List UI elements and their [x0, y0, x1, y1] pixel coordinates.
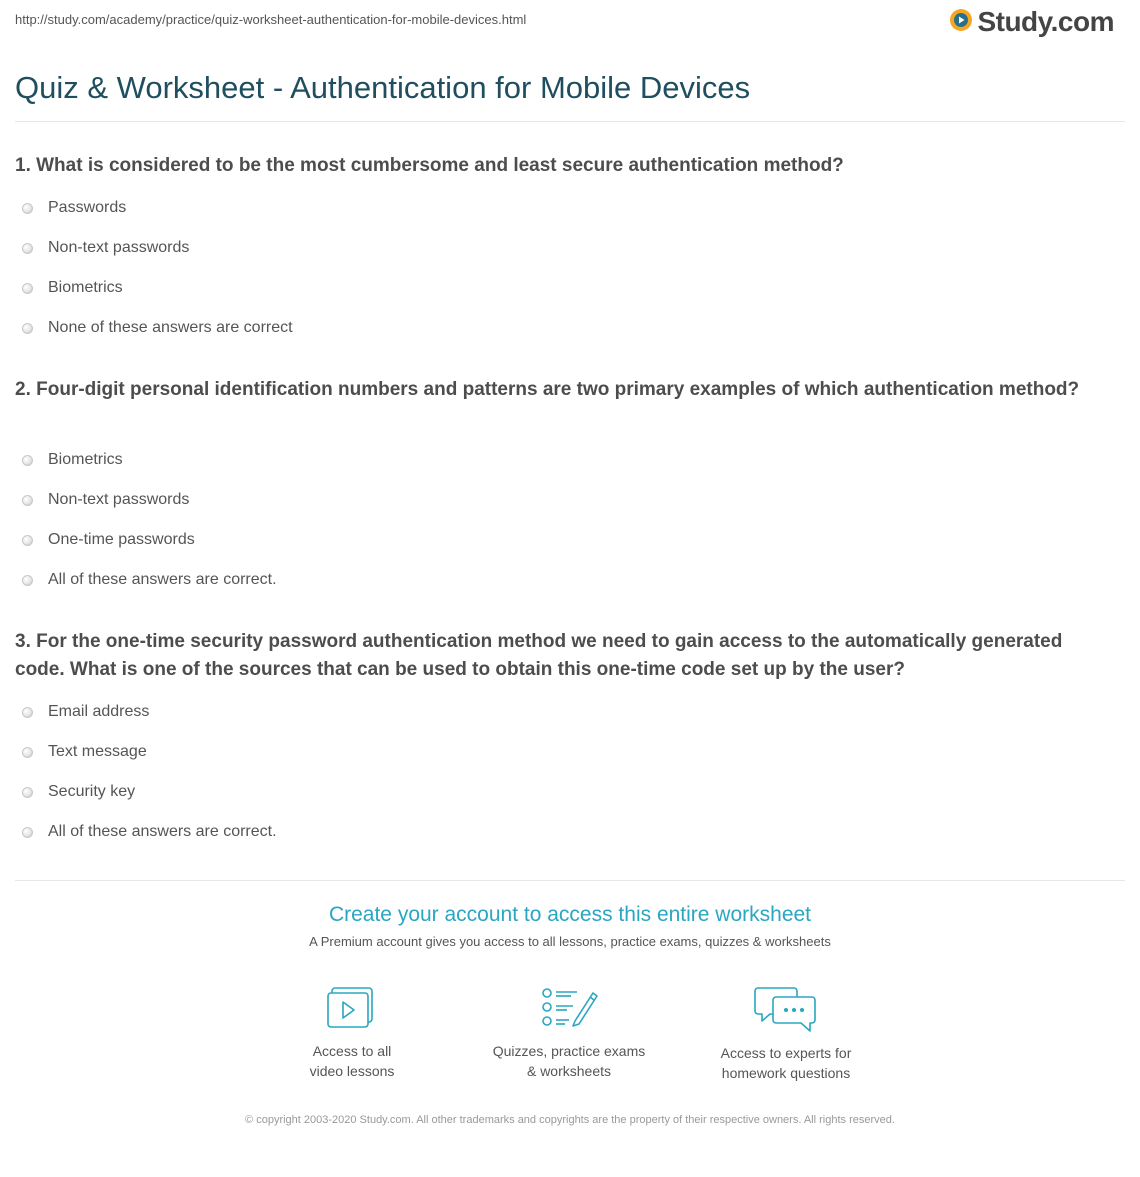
- answer-option[interactable]: [22, 812, 277, 852]
- question-3-options: [22, 692, 277, 852]
- radio-icon[interactable]: [22, 535, 33, 546]
- answer-label: Text message: [48, 743, 147, 760]
- answer-label: Biometrics: [48, 279, 123, 296]
- radio-icon[interactable]: [22, 323, 33, 334]
- answer-label: Security key: [48, 783, 136, 800]
- answer-label: Biometrics: [48, 451, 123, 468]
- feature-label: Access to all video lessons: [309, 1043, 395, 1079]
- question-2: 2. Four-digit personal identification numbers and patterns are two primary examples of which authentication method?: [15, 379, 1080, 400]
- logo-text: Study.com: [977, 6, 1114, 37]
- cta-subtitle: A Premium account gives you access to all lessons, practice exams, quizzes & worksheets: [309, 934, 831, 949]
- answer-option[interactable]: [22, 268, 293, 308]
- answer-label: Non-text passwords: [48, 239, 190, 256]
- question-1-options: [22, 188, 293, 348]
- title-divider: [15, 121, 1125, 122]
- content-divider: [15, 880, 1125, 881]
- answer-label: Passwords: [48, 199, 127, 216]
- answer-label: Email address: [48, 703, 150, 720]
- answer-option[interactable]: [22, 440, 277, 480]
- answer-option[interactable]: [22, 308, 293, 348]
- question-1: 1. What is considered to be the most cumbersome and least secure authentication method?: [15, 155, 844, 176]
- answer-option[interactable]: [22, 188, 293, 228]
- radio-icon[interactable]: [22, 203, 33, 214]
- question-2-options: [22, 440, 277, 600]
- radio-icon[interactable]: [22, 283, 33, 294]
- radio-icon[interactable]: [22, 575, 33, 586]
- answer-label: All of these answers are correct.: [48, 571, 277, 588]
- page-title: Quiz & Worksheet - Authentication for Mobile Devices: [15, 70, 751, 105]
- radio-icon[interactable]: [22, 455, 33, 466]
- feature-experts: [686, 985, 886, 1083]
- feature-quizzes: [469, 985, 669, 1081]
- copyright-footer: © copyright 2003-2020 Study.com. All other trademarks and copyrights are the property of their respective owners. All rights reserved.: [245, 1114, 895, 1126]
- create-account-link[interactable]: Create your account to access this entire worksheet: [328, 903, 812, 926]
- study-logo[interactable]: [949, 6, 1114, 38]
- page-url: http://study.com/academy/practice/quiz-worksheet-authentication-for-mobile-devices.html: [15, 12, 527, 27]
- play-logo-icon: [949, 8, 973, 37]
- radio-icon[interactable]: [22, 747, 33, 758]
- radio-icon[interactable]: [22, 827, 33, 838]
- answer-option[interactable]: [22, 520, 277, 560]
- answer-option[interactable]: [22, 692, 277, 732]
- radio-icon[interactable]: [22, 707, 33, 718]
- answer-label: None of these answers are correct: [48, 319, 293, 336]
- quiz-checklist-icon: [469, 985, 669, 1031]
- feature-video-lessons: [252, 985, 452, 1081]
- answer-label: Non-text passwords: [48, 491, 190, 508]
- question-3: 3. For the one-time security password authentication method we need to gain access to the automatically generated code. What is one of the sources that can be used to obtain this one-time code set up by the user?: [15, 631, 1063, 680]
- radio-icon[interactable]: [22, 243, 33, 254]
- answer-option[interactable]: [22, 480, 277, 520]
- answer-option[interactable]: [22, 732, 277, 772]
- answer-option[interactable]: [22, 560, 277, 600]
- video-lesson-icon: [252, 985, 452, 1031]
- radio-icon[interactable]: [22, 495, 33, 506]
- answer-option[interactable]: [22, 772, 277, 812]
- chat-bubbles-icon: [686, 985, 886, 1033]
- feature-label: Access to experts for homework questions: [720, 1045, 852, 1081]
- radio-icon[interactable]: [22, 787, 33, 798]
- answer-label: All of these answers are correct.: [48, 823, 277, 840]
- answer-label: One-time passwords: [48, 531, 195, 548]
- feature-label: Quizzes, practice exams & worksheets: [492, 1043, 646, 1079]
- answer-option[interactable]: [22, 228, 293, 268]
